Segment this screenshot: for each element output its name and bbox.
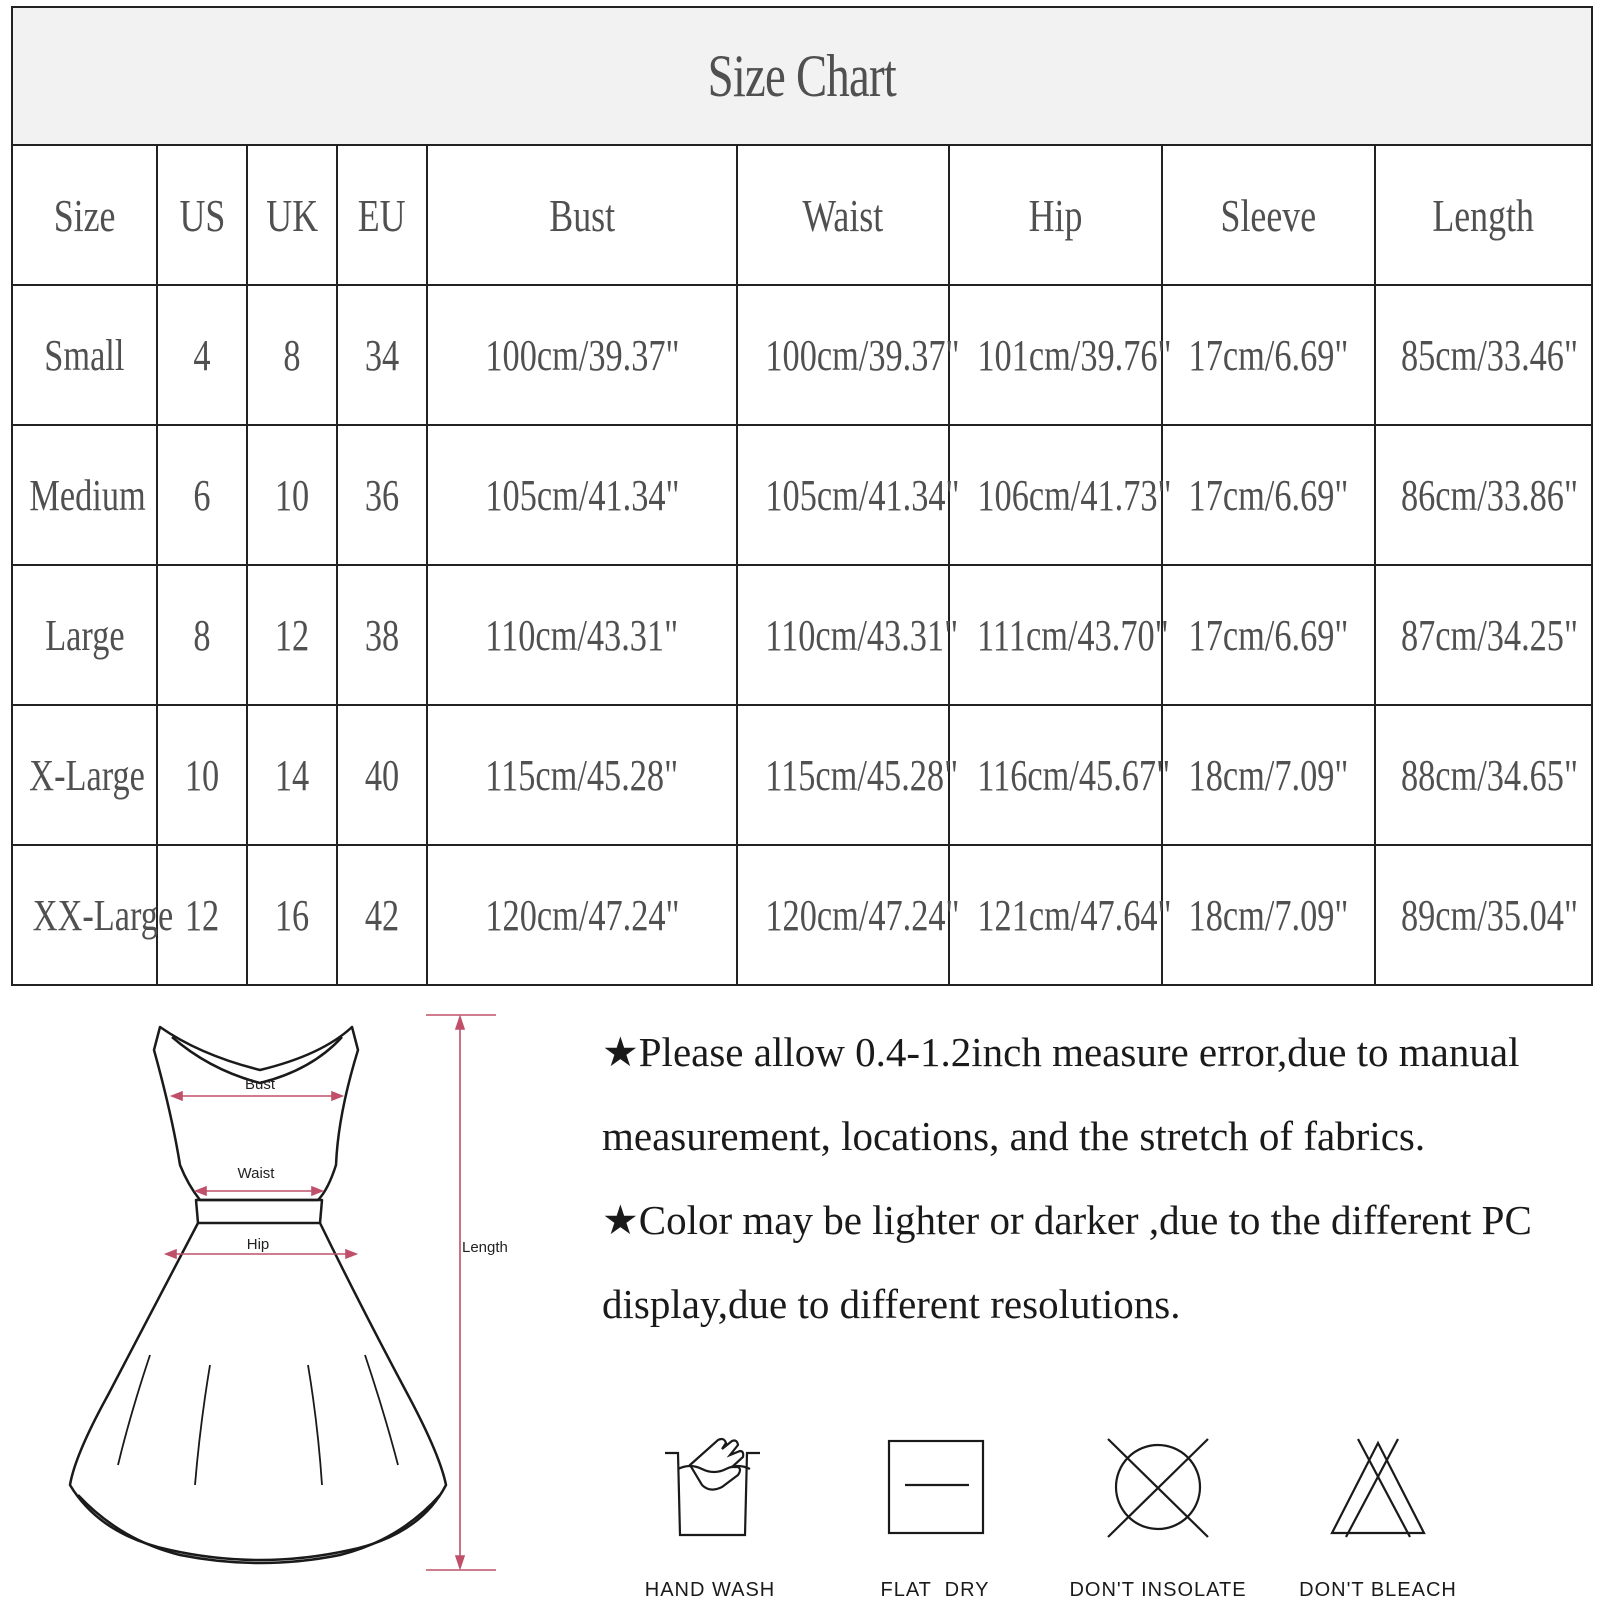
- cell-bust: 105cm/41.34": [427, 425, 737, 565]
- cell-sleeve: 17cm/6.69": [1162, 285, 1375, 425]
- cell-waist: 105cm/41.34": [737, 425, 949, 565]
- cell-uk: 8: [247, 285, 337, 425]
- dont-bleach-label: DON'T BLEACH: [1299, 1579, 1457, 1601]
- care-dont-insolate: [1058, 1435, 1258, 1602]
- cell-hip: 101cm/39.76": [949, 285, 1162, 425]
- cell-sleeve: 18cm/7.09": [1162, 705, 1375, 845]
- cell-bust: 110cm/43.31": [427, 565, 737, 705]
- cell-eu: 42: [337, 845, 427, 985]
- cell-uk: 14: [247, 705, 337, 845]
- cell-size: XX-Large: [12, 845, 157, 985]
- flat-dry-icon: [875, 1435, 995, 1545]
- hand-wash-icon: [650, 1435, 770, 1545]
- measure-lines: [166, 1015, 496, 1570]
- header-length: Length: [1375, 145, 1592, 285]
- cell-hip: 116cm/45.67": [949, 705, 1162, 845]
- cell-eu: 38: [337, 565, 427, 705]
- cell-bust: 120cm/47.24": [427, 845, 737, 985]
- cell-sleeve: 17cm/6.69": [1162, 425, 1375, 565]
- header-size: Size: [12, 145, 157, 285]
- cell-hip: 106cm/41.73": [949, 425, 1162, 565]
- care-flat-dry: [835, 1435, 1035, 1602]
- length-label: Length: [462, 1239, 508, 1256]
- note-measure-error: ★Please allow 0.4-1.2inch measure error,due to manual measurement, locations, and the stretch of fabrics.: [602, 1029, 1520, 1159]
- cell-length: 87cm/34.25": [1375, 565, 1592, 705]
- cell-size: X-Large: [12, 705, 157, 845]
- header-hip: Hip: [949, 145, 1162, 285]
- chart-title: Size Chart: [12, 7, 1592, 145]
- hip-label: Hip: [246, 1236, 270, 1253]
- cell-sleeve: 17cm/6.69": [1162, 565, 1375, 705]
- header-eu: EU: [337, 145, 427, 285]
- note-color-variance: ★Color may be lighter or darker ,due to the different PC display,due to different resolutions.: [602, 1197, 1532, 1327]
- notes: [602, 1010, 1562, 1346]
- title-row: [12, 7, 1592, 145]
- cell-waist: 115cm/45.28": [737, 705, 949, 845]
- table-row: [12, 425, 1592, 565]
- cell-waist: 120cm/47.24": [737, 845, 949, 985]
- header-us: US: [157, 145, 247, 285]
- cell-uk: 16: [247, 845, 337, 985]
- hand-wash-label: HAND WASH: [644, 1579, 776, 1601]
- dont-bleach-icon: [1318, 1435, 1438, 1545]
- header-waist: Waist: [737, 145, 949, 285]
- cell-us: 6: [157, 425, 247, 565]
- cell-length: 86cm/33.86": [1375, 425, 1592, 565]
- dress-diagram: [60, 1015, 520, 1585]
- cell-length: 88cm/34.65": [1375, 705, 1592, 845]
- size-chart-table: [11, 6, 1593, 986]
- cell-size: Large: [12, 565, 157, 705]
- cell-eu: 40: [337, 705, 427, 845]
- header-bust: Bust: [427, 145, 737, 285]
- cell-waist: 110cm/43.31": [737, 565, 949, 705]
- cell-us: 8: [157, 565, 247, 705]
- cell-bust: 115cm/45.28": [427, 705, 737, 845]
- cell-us: 10: [157, 705, 247, 845]
- header-uk: UK: [247, 145, 337, 285]
- table-row: [12, 705, 1592, 845]
- cell-bust: 100cm/39.37": [427, 285, 737, 425]
- cell-waist: 100cm/39.37": [737, 285, 949, 425]
- flat-dry-label: FLAT DRY: [880, 1579, 990, 1601]
- cell-size: Small: [12, 285, 157, 425]
- cell-eu: 34: [337, 285, 427, 425]
- bust-label: Bust: [244, 1076, 276, 1093]
- cell-eu: 36: [337, 425, 427, 565]
- care-dont-bleach: [1278, 1435, 1478, 1602]
- cell-uk: 12: [247, 565, 337, 705]
- cell-us: 12: [157, 845, 247, 985]
- dont-insolate-label: DON'T INSOLATE: [1069, 1579, 1247, 1601]
- dont-insolate-icon: [1098, 1435, 1218, 1545]
- cell-us: 4: [157, 285, 247, 425]
- care-hand-wash: [610, 1435, 810, 1602]
- cell-sleeve: 18cm/7.09": [1162, 845, 1375, 985]
- cell-length: 89cm/35.04": [1375, 845, 1592, 985]
- cell-hip: 111cm/43.70": [949, 565, 1162, 705]
- waist-label: Waist: [237, 1165, 275, 1182]
- header-row: [12, 145, 1592, 285]
- dress-outline-icon: [70, 1027, 446, 1563]
- cell-size: Medium: [12, 425, 157, 565]
- cell-uk: 10: [247, 425, 337, 565]
- cell-length: 85cm/33.46": [1375, 285, 1592, 425]
- table-row: [12, 845, 1592, 985]
- header-sleeve: Sleeve: [1162, 145, 1375, 285]
- cell-hip: 121cm/47.64": [949, 845, 1162, 985]
- table-row: [12, 565, 1592, 705]
- table-row: [12, 285, 1592, 425]
